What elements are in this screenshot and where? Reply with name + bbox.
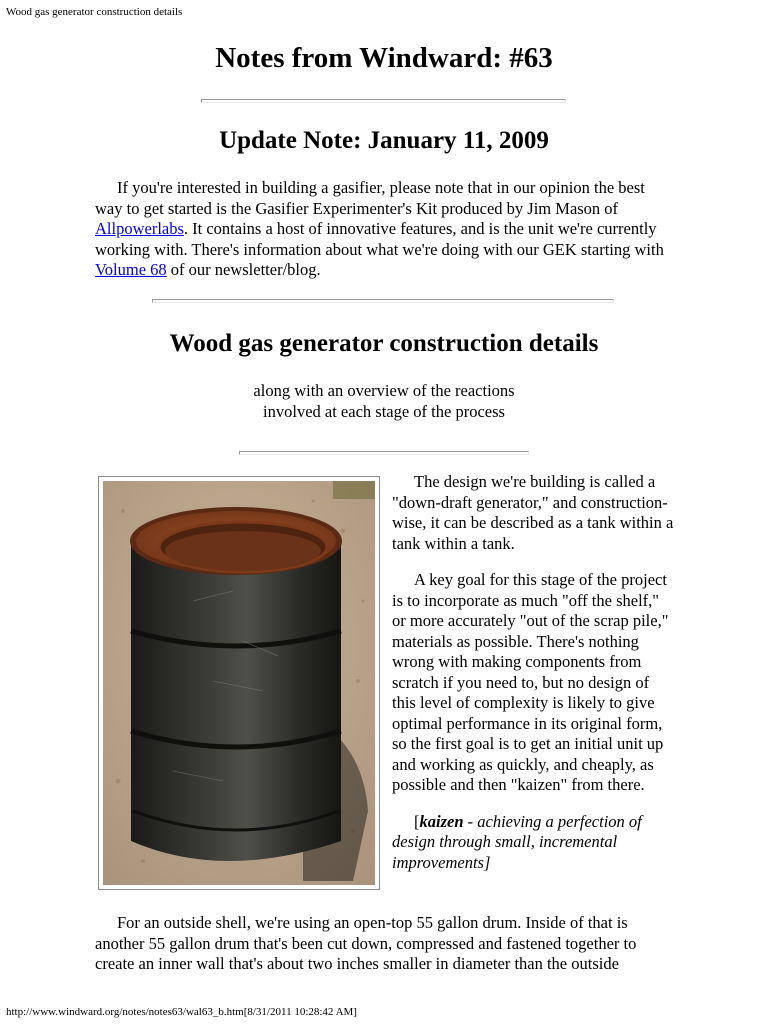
update-heading: Update Note: January 11, 2009	[219, 127, 549, 154]
allpowerlabs-link[interactable]: Allpowerlabs	[95, 219, 184, 238]
divider-1	[201, 99, 566, 103]
section-subtitle-line-2: involved at each stage of the process	[263, 402, 505, 421]
paragraph-goal: A key goal for this stage of the project is to incorporate as much "off the shelf," or more accurately "out of the scrap pile," materials as possible. There's nothing wrong with making components from scratch if you need to, but no design of this level of complexity is likely to give optimal performance in its original form, so the first goal is to get an initial unit up and working as quickly, and cheaply, as possible and then "kaizen" from there.	[392, 570, 669, 794]
kaizen-definition	[392, 812, 674, 874]
divider-2	[152, 299, 614, 303]
paragraph-outer-shell: For an outside shell, we're using an open-top 55 gallon drum. Inside of that is another 55 gallon drum that's been cut down, compressed and fastened together to create an inner wall that's about two inches smaller in diameter than the outside	[95, 913, 637, 973]
kaizen-definition-text: - achieving a perfection of design through small, incremental improvements	[392, 811, 642, 872]
update-text-1: If you're interested in building a gasifier, please note that in our opinion the best way to get started is the Gasifier Experimenter's Kit produced by Jim Mason of	[95, 178, 645, 218]
print-footer-url: http://www.windward.org/notes/notes63/wal63_b.htm[8/31/2011 10:28:42 AM]	[6, 1006, 357, 1018]
section-subtitle	[0, 380, 768, 422]
update-text-3: of our newsletter/blog.	[166, 260, 321, 279]
print-header: Wood gas generator construction details	[6, 6, 183, 18]
section-heading: Wood gas generator construction details	[169, 330, 599, 357]
kaizen-term: kaizen	[419, 811, 464, 831]
divider-3	[239, 451, 529, 455]
paragraph-design: The design we're building is called a "down-draft generator," and construction-wise, it can be described as a tank within a tank within a tank.	[392, 472, 674, 553]
drum-photo	[98, 476, 380, 890]
kaizen-bracket-close: ]	[483, 852, 491, 872]
drum-photo-image	[103, 481, 375, 885]
section-subtitle-line-1: along with an overview of the reactions	[253, 381, 515, 400]
body-right-column	[392, 472, 674, 873]
kaizen-bracket-open: [	[414, 811, 420, 831]
volume-68-link[interactable]: Volume 68	[95, 260, 167, 279]
update-text-2: . It contains a host of innovative features, and is the unit we're currently working with. There's information about what we're doing with our GEK starting with	[95, 219, 664, 259]
page-title: Notes from Windward: #63	[215, 42, 553, 74]
update-paragraph	[95, 178, 675, 281]
